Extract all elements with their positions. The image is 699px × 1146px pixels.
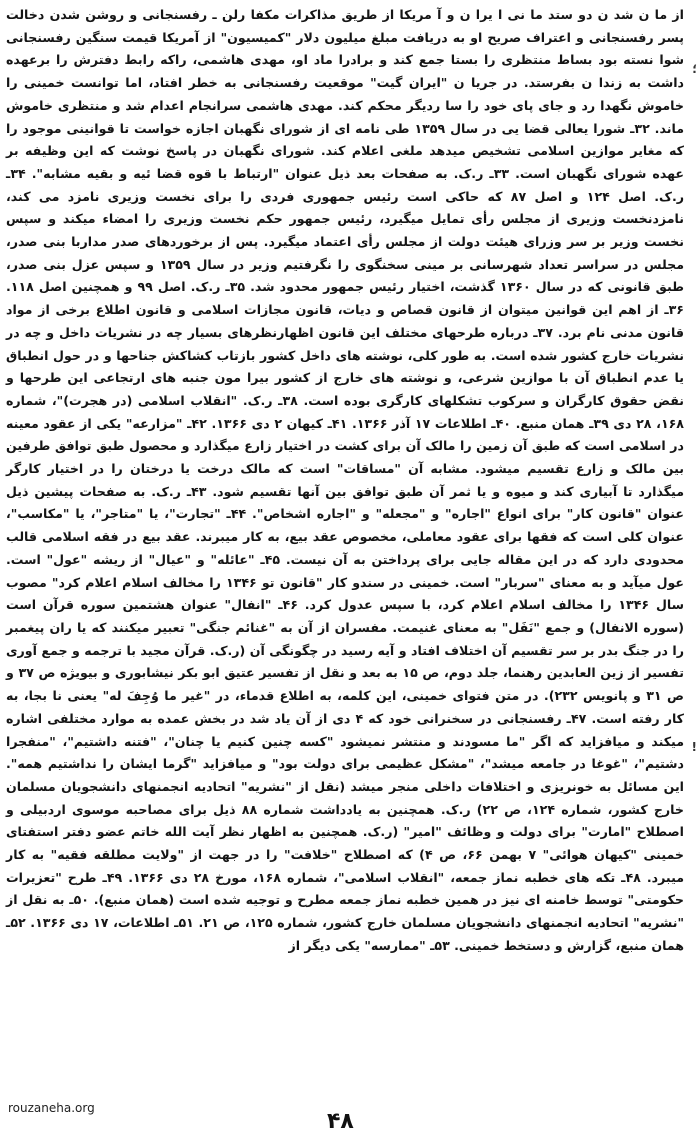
page-number: ۴۸ (327, 1109, 354, 1134)
margin-mark-middle: ! (691, 740, 697, 754)
footnotes-paragraph: از ما ن شد ن دو ستد ما نی ا یرا ن و آ مریکا از طریق مذاکرات مکفا رلن ـ رفسنجانی و روشن شدن دخالت پسر رفسنجانی و اعتراف صریح او به دریافت مبلغ میلیون دلار "کمیسیون" از آمریکا قیمت سنگین رفسنجانی شوا نسته بود بساط منتظری را بستا جمع کند و برادرا ماد او، مهدی هاشمی، راکه رابط دفترش را برعهده داشت به زندا ن بفرستد. در جریا ن "ایران گیت" موقعیت رفسنجانی به خطر افتاد، اما توانست خمینی را خاموش نگهدا رد و جای پای خود را سا ردیگر محکم کند. مهدی هاشمی سرانجام اعدام شد و منتظری خاموش ماند. ۳۲ـ شورا یعالی قضا یی در سال ۱۳۵۹ طی نامه ای از شورای نگهبان اجازه خواست تا قوانینی موجود را که مغایر موازین اسلامی تشخیص میدهد ملغی اعلام کند. شورای نگهبان در پاسخ نوشت که این وظیفه بر عهده شورای نگهبان است. ۳۳ـ ر.ک. به صفحات بعد ذیل عنوان "ارتباط با قوه قضا ئیه و بقیه مشابه". ۳۴ـ ر.ک. اصل ۱۲۴ و اصل ۸۷ که حاکی است رئیس جمهوری فردی را برای نخست وزیری نامزد می کند، نامزدنخست وزیری از مجلس رأی تمایل میگیرد، رئیس جمهور حکم نخست وزیری را امضاء میکند و سپس نخست وزیر بر سر وزرای هیئت دولت از مجلس رأی اعتماد میگیرد. پس از برخوردهای صدر مداربا بنی صدر، مجلس در سراسر تعداد شهرسانی بر مینی سخنگوی را نگرفتیم وزیر در سال ۱۳۵۹ و سپس عزل بنی صدر، طبق قانونی که در سال ۱۳۶۰ گذشت، اختیار رئیس جمهور محدود شد. ۳۵ـ ر.ک. اصل ۹۹ و همچنین اصل ۱۱۸. ۳۶ـ از اهم این قوانین میتوان از قانون قصاص و دیات، قانون مجازات اسلامی و قانون اطلاع برخی از مواد قانون مدنی نام برد. ۳۷ـ درباره طرحهای مختلف این قانون اظهارنظرهای بسیار چه در نشریات داخل و چه در نشریات خارج کشور شده است. به طور کلی، نوشته های داخل کشور بازتاب کشاکش جناحها و در حول انطباق یا عدم انطباق آن با موازین شرعی، و نوشته های خارج از کشور بیرا مون جنبه های ارتجاعی این طرحها و نقض حقوق کارگران و سرکوب تشکلهای کارگری بوده است. ۳۸ـ ر.ک. "انقلاب اسلامی (در هجرت)"، شماره ۱۶۸، ۲۸ دی ۳۹ـ همان منبع. ۴۰ـ اطلاعات ۱۷ آذر ۱۳۶۶. ۴۱ـ کیهان ۲ دی ۱۳۶۶. ۴۲ـ "مزارعه" یکی از عقود معینه در اسلامی است که طبق آن زمین را مالک آن برای کشت در اختیار زارع میگذارد و محصول طبق توافق طرفین بین مالک و زارع تقسیم میشود. مشابه آن "مساقات" است که مالک درخت یا درختان را در اختیار کارگر میگذارد تا آبیاری کند و میوه و یا ثمر آن طبق توافق بین آنها تقسیم شود. ۴۳ـ ر.ک. به صفحات پیشین ذیل عنوان "قانون کار" برای انواع "اجاره" و "مجعله" و "اجاره اشخاص". ۴۴ـ "تجارت"، یا "متاجر"، یا "مکاسب"، عنوان کلی است که فقها برای عقود معاملی، مخصوص عقد بیع، به کار میبرند. عقد بیع در فقه اسلامی قالب محدودی دارد که در این مقاله جایی برای پرداختن به آن نیست. ۴۵ـ "عائله" و "عیال" از ریشه "عول" است. عول میآید و به معنای "سربار" است. خمینی در سندو کار "قانون تو ۱۳۴۶ را مخالف اسلام اعلام کرد" مصوب سال ۱۳۴۶ را مخالف اسلام اعلام کرد، با سپس عدول کرد. ۴۶ـ "انفال" عنوان هشتمین سوره قرآن است (سوره الانفال) و جمع "نَفَل" به معنای غنیمت. مفسران از آن به "غنائم جنگی" تعبیر میکنند که یا ران پیغمبر را در جنگ بدر بر سر تقسیم آن اختلاف افتاد و آیه رسید در چگونگی آن (ر.ک. قرآن مجید با ترجمه و جمع آوری تفسیر از زین العابدین رهنما، جلد دوم، ص ۱۵ به بعد و نقل از تفسیر عتیق ابو بکر نیشابوری و بیویژه ص ۳۷ و ص ۳۱ و پانویس ۲۳۲). در متن فتوای خمینی، این کلمه، به اطلاع قدماء، در "غیر ما وُجِفَ له" یعنی نا بجا، به کار رفته است. ۴۷ـ رفسنجانی در سخنرانی خود که ۴ دی از آن یاد شد در بخش عمده به موارد مختلفی اشاره میکند و میافزاید که اگر "ما مسودند و منتشر نمیشود "کسه چنین کنیم یا چنان"، "فتنه داشتیم"، "منفجرا دشتیم"، "غوغا در جامعه میشد"، "مشکل عظیمی برای دولت بود" و میافزاید "گرما ایشان را نداشتیم همه". این مسائل به خونریزی و اختلافات داخلی منجر میشد (نقل از "نشریه" اتحادیه انجمنهای دانشجویان مسلمان خارج کشور، شماره ۱۲۴، ص ۲۲) ر.ک. همچنین به یادداشت شماره ۸۸ ذیل برای مصاحبه موسوی اردبیلی و اصطلاح "امارت" برای دولت و وظائف "امیر" (ر.ک. همچنین به اظهار نظر آیت الله خاتم عضو دفتر استفتای خمینی "کیهان هوائی" ۷ بهمن ۶۶، ص ۴) که اصطلاح "خلافت" را در جهت از "ولایت مطلقه فقیه" به کار میبرد. ۴۸ـ تکه های خطبه نماز جمعه، "انقلاب اسلامی"، شماره ۱۶۸، مورخ ۲۸ دی ۱۳۶۶. ۴۹ـ طرح "تعزیرات حکومتی" توسط خامنه ای نیز در همین خطبه نماز جمعه مطرح و توجیه شده است (همان منبع). ۵۰ـ به نقل از "نشریه" اتحادیه انجمنهای دانشجویان مسلمان خارج کشور، شماره ۱۲۵، ص ۲۱. ۵۱ـ اطلاعات، ۱۷ دی ۱۳۶۶. ۵۲ـ همان منبع، گزارش و دستخط خمینی. ۵۳ـ "ممارسه" یکی دیگر از (6, 7, 685, 953)
margin-mark-top: ؛ (692, 62, 697, 76)
footnotes-text-block (6, 4, 684, 958)
source-watermark: rouzaneha.org (8, 1101, 95, 1115)
